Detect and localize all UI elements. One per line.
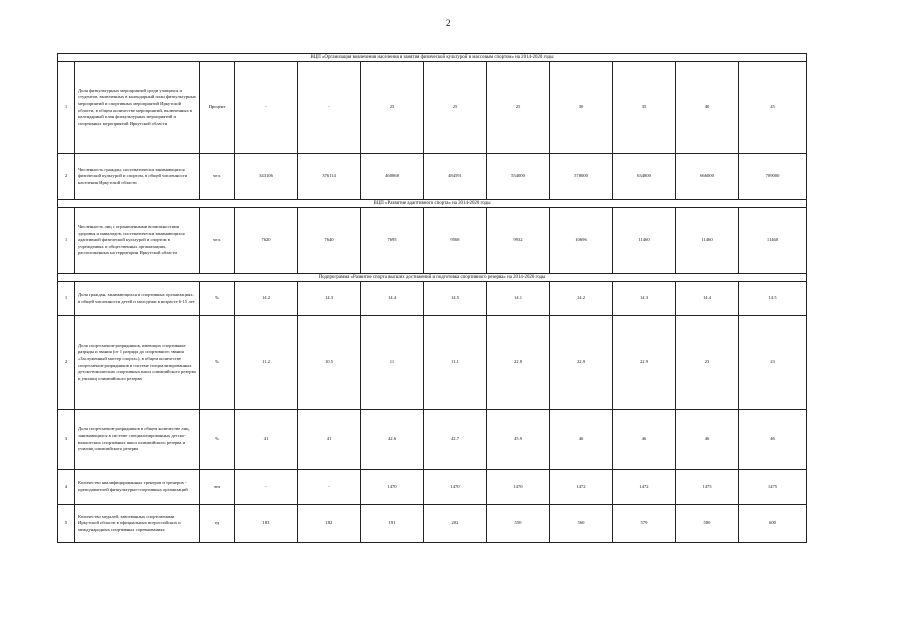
row-number: 2 xyxy=(58,154,75,200)
unit-of-measure: % xyxy=(200,410,235,470)
unit-of-measure: % xyxy=(200,316,235,410)
value-cell: 580 xyxy=(676,505,739,543)
section-title: ВЦП «Организация вовлечения населения в занятия физической культурой и массовым спортом» на 2014-2020 годы xyxy=(58,54,807,62)
row-number: 5 xyxy=(58,505,75,543)
unit-of-measure: чел xyxy=(200,470,235,505)
section-header-row xyxy=(58,200,807,208)
value-cell: 23 xyxy=(676,316,739,410)
value-cell: 14.3 xyxy=(613,282,676,316)
value-cell: 14.4 xyxy=(361,282,424,316)
value-cell: 10.5 xyxy=(298,316,361,410)
value-cell: 35 xyxy=(613,62,676,154)
value-cell: 11460 xyxy=(739,208,807,274)
value-cell: 30 xyxy=(550,62,613,154)
value-cell: 41 xyxy=(298,410,361,470)
indicator-name: Доля спортсменов-разрядников в общем количестве лиц, занимающихся в системе специализированных детско-юношеских спортивных школ олимпийского резерва и училищ олимпийского резерва xyxy=(75,410,200,470)
value-cell: 1472 xyxy=(550,470,613,505)
value-cell: 14.4 xyxy=(676,282,739,316)
section-title: Подпрограмма «Развитие спорта высших достижений и подготовка спортивного резерва» на 2014-2020 годы xyxy=(58,274,807,282)
value-cell: 22.9 xyxy=(550,316,613,410)
value-cell: 600 xyxy=(739,505,807,543)
table-row xyxy=(58,470,807,505)
value-cell: 11.2 xyxy=(235,316,298,410)
value-cell: 22.9 xyxy=(613,316,676,410)
table-row xyxy=(58,208,807,274)
table-row xyxy=(58,154,807,200)
unit-of-measure: Процент xyxy=(200,62,235,154)
value-cell: 42.6 xyxy=(361,410,424,470)
value-cell: 25 xyxy=(487,62,550,154)
value-cell: 22.8 xyxy=(487,316,550,410)
row-number: 3 xyxy=(58,410,75,470)
value-cell: 1470 xyxy=(424,470,487,505)
value-cell: 25 xyxy=(424,62,487,154)
section-header-row xyxy=(58,54,807,62)
indicator-name: Численность граждан, систематически занимающихся физической культурой и спортом, в общей численности населения Иркутской области xyxy=(75,154,200,200)
indicator-name: Количество квалифицированных тренеров и тренеров - преподавателей физкультурно-спортивных организаций xyxy=(75,470,200,505)
value-cell: 484591 xyxy=(424,154,487,200)
page-number: 2 xyxy=(446,18,451,28)
unit-of-measure: % xyxy=(200,282,235,316)
indicator-name: Количество медалей, завоеванных спортсменами Иркутской области в официальных всероссийских и международных спортивных соревнованиях xyxy=(75,505,200,543)
value-cell: 634800 xyxy=(613,154,676,200)
value-cell: 7620 xyxy=(235,208,298,274)
indicators-table xyxy=(57,53,807,543)
value-cell: 7640 xyxy=(298,208,361,274)
value-cell: 709000 xyxy=(739,154,807,200)
value-cell: 343106 xyxy=(235,154,298,200)
table-row xyxy=(58,410,807,470)
value-cell: 14.2 xyxy=(235,282,298,316)
unit-of-measure: чел. xyxy=(200,154,235,200)
value-cell: 554000 xyxy=(487,154,550,200)
value-cell: - xyxy=(298,62,361,154)
value-cell: 42.7 xyxy=(424,410,487,470)
table-row xyxy=(58,282,807,316)
row-number: 4 xyxy=(58,470,75,505)
row-number: 1 xyxy=(58,62,75,154)
value-cell: 46 xyxy=(676,410,739,470)
value-cell: 1470 xyxy=(361,470,424,505)
value-cell: 460868 xyxy=(361,154,424,200)
row-number: 1 xyxy=(58,282,75,316)
value-cell: 14.2 xyxy=(550,282,613,316)
value-cell: 202 xyxy=(424,505,487,543)
value-cell: 11 xyxy=(361,316,424,410)
table-row xyxy=(58,505,807,543)
value-cell: 41 xyxy=(235,410,298,470)
row-number: 2 xyxy=(58,316,75,410)
value-cell: 560 xyxy=(550,505,613,543)
value-cell: 10696 xyxy=(550,208,613,274)
value-cell: 550 xyxy=(487,505,550,543)
value-cell: 11.1 xyxy=(424,316,487,410)
table-row xyxy=(58,316,807,410)
value-cell: 46 xyxy=(739,410,807,470)
unit-of-measure: чел. xyxy=(200,208,235,274)
value-cell: 578000 xyxy=(550,154,613,200)
value-cell: 14.5 xyxy=(424,282,487,316)
value-cell: 579 xyxy=(613,505,676,543)
value-cell: 376114 xyxy=(298,154,361,200)
value-cell: 9932 xyxy=(487,208,550,274)
indicator-name: Доля спортсменов-разрядников, имеющих спортивные разряды и звания (от 1 разряда до спортивного звания «Заслуженный мастер спорта»), в общем количестве спортсменов-разрядников в системе специализированных детско-юношеских спортивных школ олимпийского резерва и училищ олимпийского резерва xyxy=(75,316,200,410)
value-cell: 46 xyxy=(613,410,676,470)
value-cell: 11460 xyxy=(676,208,739,274)
section-header-row xyxy=(58,274,807,282)
value-cell: 666000 xyxy=(676,154,739,200)
value-cell: 40 xyxy=(676,62,739,154)
indicator-name: Численность лиц с ограниченными возможностями здоровья и инвалидов, систематически занимающихся адаптивной физической культурой и спортом в учреждениях и общественных организациях, расположенных на территории Иркутской области xyxy=(75,208,200,274)
value-cell: 11460 xyxy=(613,208,676,274)
section-title: ВЦП «Развитие адаптивного спорта» на 2014-2020 годы xyxy=(58,200,807,208)
value-cell: 25 xyxy=(361,62,424,154)
value-cell: 23 xyxy=(739,316,807,410)
value-cell: 45.9 xyxy=(487,410,550,470)
value-cell: 1475 xyxy=(676,470,739,505)
indicator-name: Доля физкультурных мероприятий среди учащихся и студентов, включенных в календарный план физкультурных мероприятий и спортивных мероприятий Иркутской области, в общем количестве мероприятий, включенных в календарный план физкультурных мероприятий и спортивных мероприятий Иркутской области xyxy=(75,62,200,154)
value-cell: 1475 xyxy=(739,470,807,505)
table-row xyxy=(58,62,807,154)
indicator-name: Доля граждан, занимающихся в спортивных организациях, в общей численности детей и молодежи в возрасте 6-15 лет xyxy=(75,282,200,316)
row-number: 1 xyxy=(58,208,75,274)
value-cell: 14.3 xyxy=(298,282,361,316)
value-cell: 14.5 xyxy=(739,282,807,316)
value-cell: 1470 xyxy=(487,470,550,505)
value-cell: - xyxy=(235,470,298,505)
value-cell: 183 xyxy=(235,505,298,543)
value-cell: - xyxy=(298,470,361,505)
value-cell: 14.1 xyxy=(487,282,550,316)
value-cell: 7695 xyxy=(361,208,424,274)
value-cell: 1472 xyxy=(613,470,676,505)
value-cell: 9568 xyxy=(424,208,487,274)
unit-of-measure: ед xyxy=(200,505,235,543)
value-cell: 182 xyxy=(298,505,361,543)
value-cell: 45 xyxy=(739,62,807,154)
value-cell: - xyxy=(235,62,298,154)
value-cell: 46 xyxy=(550,410,613,470)
value-cell: 191 xyxy=(361,505,424,543)
